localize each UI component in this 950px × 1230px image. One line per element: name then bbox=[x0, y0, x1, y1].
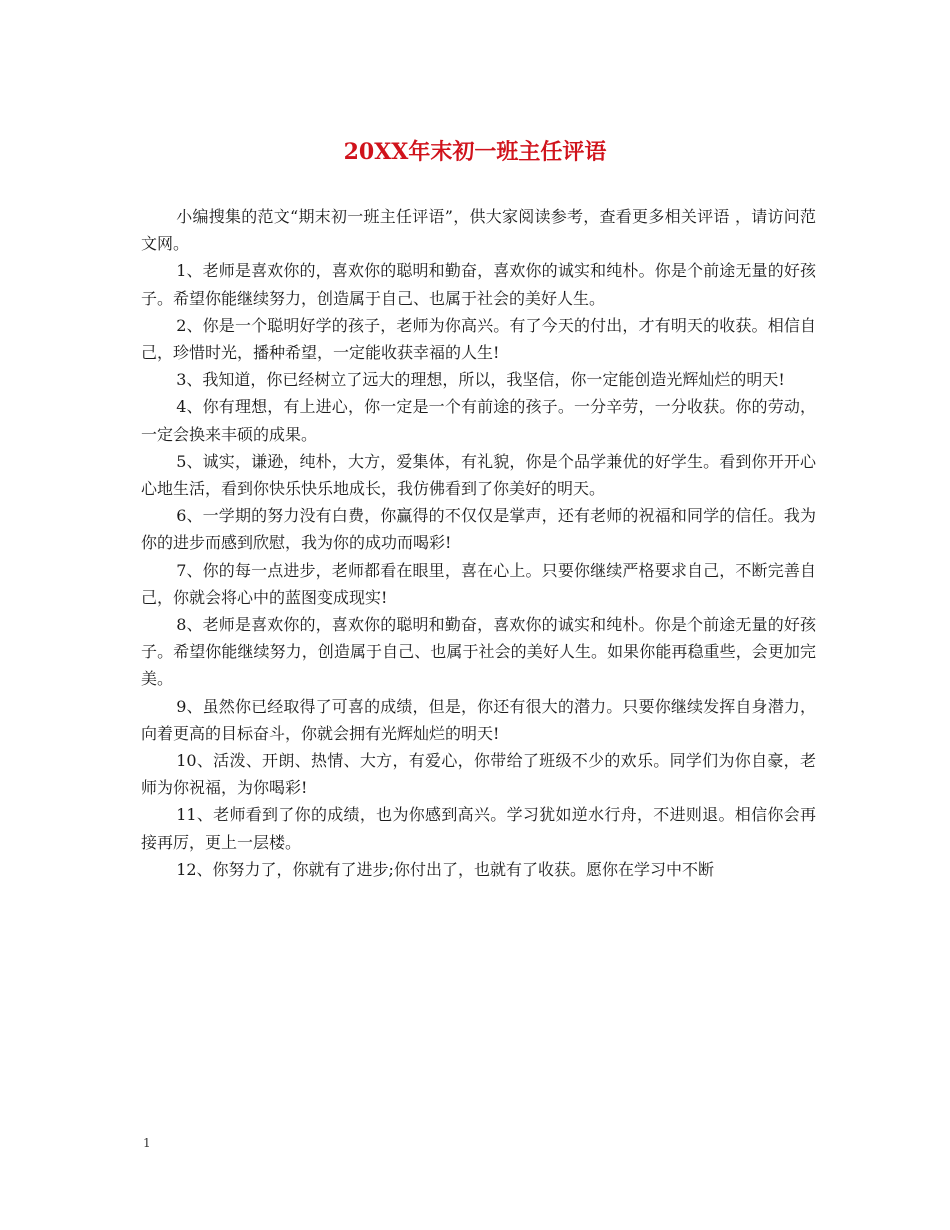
paragraph-9: 9、虽然你已经取得了可喜的成绩，但是，你还有很大的潜力。只要你继续发挥自身潜力，向着更高的目标奋斗，你就会拥有光辉灿烂的明天! bbox=[141, 696, 816, 743]
document-body bbox=[141, 203, 816, 883]
paragraph-5: 5、诚实，谦逊，纯朴，大方，爱集体，有礼貌，你是个品学兼优的好学生。看到你开开心心地生活，看到你快乐快乐地成长，我仿佛看到了你美好的明天。 bbox=[141, 451, 816, 499]
paragraph-12: 12、你努力了，你就有了进步;你付出了，也就有了收获。愿你在学习中不断 bbox=[176, 859, 714, 879]
paragraph-6: 6、一学期的努力没有白费，你赢得的不仅仅是掌声，还有老师的祝福和同学的信任。我为你的进步而感到欣慰，我为你的成功而喝彩! bbox=[141, 506, 816, 553]
document-title: 20XX年末初一班主任评语 bbox=[343, 139, 607, 165]
paragraph-1: 1、老师是喜欢你的，喜欢你的聪明和勤奋，喜欢你的诚实和纯朴。你是个前途无量的好孩子。希望你能继续努力，创造属于自己、也属于社会的美好人生。 bbox=[141, 261, 816, 308]
paragraph-intro: 小编搜集的范文“期末初一班主任评语”，供大家阅读参考，查看更多相关评语 ，请访问范文网。 bbox=[141, 207, 816, 254]
paragraph-2: 2、你是一个聪明好学的孩子，老师为你高兴。有了今天的付出，才有明天的收获。相信自己，珍惜时光，播种希望，一定能收获幸福的人生! bbox=[141, 315, 816, 363]
paragraph-11: 11、老师看到了你的成绩，也为你感到高兴。学习犹如逆水行舟，不进则退。相信你会再接再厉，更上一层楼。 bbox=[141, 805, 816, 852]
paragraph-8: 8、老师是喜欢你的，喜欢你的聪明和勤奋，喜欢你的诚实和纯朴。你是个前途无量的好孩子。希望你能继续努力，创造属于自己、也属于社会的美好人生。如果你能再稳重些，会更加完美。 bbox=[141, 615, 816, 689]
page-number: 1 bbox=[143, 1136, 151, 1150]
paragraph-4: 4、你有理想，有上进心，你一定是一个有前途的孩子。一分辛劳，一分收获。你的劳动，一定会换来丰硕的成果。 bbox=[141, 397, 816, 444]
paragraph-10: 10、活泼、开朗、热情、大方，有爱心，你带给了班级不少的欢乐。同学们为你自豪，老师为你祝福，为你喝彩! bbox=[141, 751, 816, 798]
paragraph-7: 7、你的每一点进步，老师都看在眼里，喜在心上。只要你继续严格要求自己，不断完善自己，你就会将心中的蓝图变成现实! bbox=[141, 560, 816, 607]
paragraph-3: 3、我知道，你已经树立了远大的理想，所以，我坚信，你一定能创造光辉灿烂的明天! bbox=[176, 370, 785, 390]
